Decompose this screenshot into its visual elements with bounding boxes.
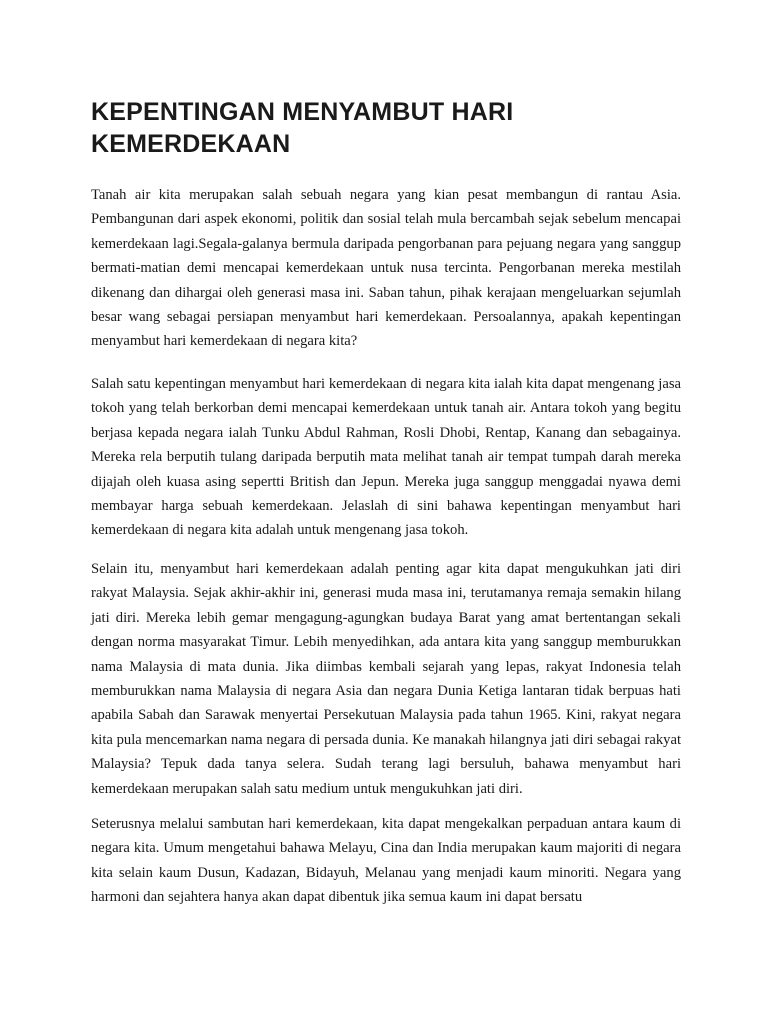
paragraph-perpaduan-kaum: Seterusnya melalui sambutan hari kemerdekaan, kita dapat mengekalkan perpaduan antara kaum di negara kita. Umum mengetahui bahawa Melayu, Cina dan India merupakan kaum majoriti di negara kita selain kaum Dusun, Kadazan, Bidayuh, Melanau yang menjadi kaum minoriti. Negara yang harmoni dan sejahtera hanya akan dapat dibentuk jika semua kaum ini dapat bersatu bbox=[91, 816, 681, 906]
paragraph-introduction: Tanah air kita merupakan salah sebuah negara yang kian pesat membangun di rantau Asia. Pembangunan dari aspek ekonomi, politik dan sosial telah mula bercambah sejak sebelum mencapai kemerdekaan lagi.Segala-galanya bermula daripada pengorbanan para pejuang negara yang sanggup bermati-matian demi mencapai kemerdekaan untuk nusa tercinta. Pengorbanan mereka mestilah dikenang dan dihargai oleh generasi masa ini. Saban tahun, pihak kerajaan mengeluarkan sejumlah besar wang sebagai persiapan menyambut hari kemerdekaan. Persoalannya, apakah kepentingan menyambut hari kemerdekaan di negara kita? bbox=[91, 187, 681, 350]
paragraph-mengenang-jasa-tokoh: Salah satu kepentingan menyambut hari kemerdekaan di negara kita ialah kita dapat mengenang jasa tokoh yang telah berkorban demi mencapai kemerdekaan untuk tanah air. Antara tokoh yang begitu berjasa kepada negara ialah Tunku Abdul Rahman, Rosli Dhobi, Rentap, Kanang dan sebagainya. Mereka rela berputih tulang daripada berputih mata melihat tanah air tempat tumpah darah mereka dijajah oleh kuasa asing sepertti British dan Jepun. Mereka juga sanggup menggadai nyawa demi membayar harga sebuah kemerdekaan. Jelaslah di sini bahawa kepentingan menyambut hari kemerdekaan di negara kita adalah untuk mengenang jasa tokoh. bbox=[91, 376, 681, 539]
paragraph-jati-diri: Selain itu, menyambut hari kemerdekaan adalah penting agar kita dapat mengukuhkan jati diri rakyat Malaysia. Sejak akhir-akhir ini, generasi muda masa ini, terutamanya remaja semakin hilang jati diri. Mereka lebih gemar mengagung-agungkan budaya Barat yang amat bertentangan sekali dengan norma masyarakat Timur. Lebih menyedihkan, ada antara kita yang sanggup memburukkan nama Malaysia di mata dunia. Jika diimbas kembali sejarah yang lepas, rakyat Indonesia telah memburukkan nama Malaysia di negara Asia dan negara Dunia Ketiga lantaran tidak berpuas hati apabila Sabah dan Sarawak menyertai Persekutuan Malaysia pada tahun 1965. Kini, rakyat negara kita pula mencemarkan nama negara di persada dunia. Ke manakah hilangnya jati diri sebagai rakyat Malaysia? Tepuk dada tanya selera. Sudah terang lagi bersuluh, bahawa menyambut hari kemerdekaan merupakan salah satu medium untuk mengukuhkan jati diri. bbox=[91, 561, 681, 797]
document-title: KEPENTINGAN MENYAMBUT HARI KEMERDEKAAN bbox=[91, 98, 514, 158]
